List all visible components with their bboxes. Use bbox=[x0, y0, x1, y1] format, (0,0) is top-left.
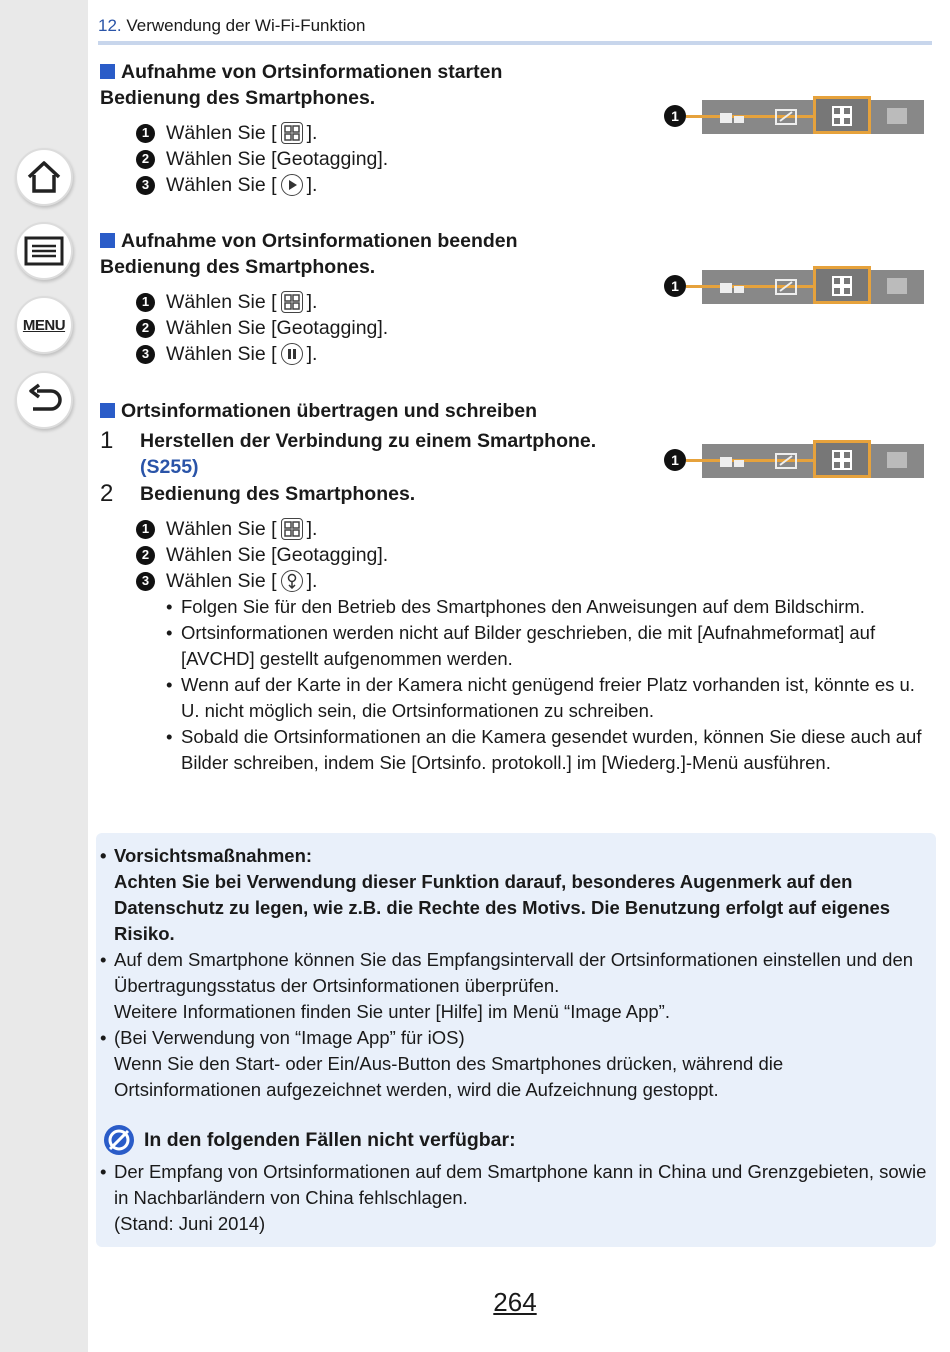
not-available-text bbox=[100, 1159, 930, 1237]
step-number: 3 bbox=[136, 345, 155, 364]
step-number: 3 bbox=[136, 176, 155, 195]
step-text: Wählen Sie [Geotagging]. bbox=[166, 148, 389, 170]
square-bullet-icon bbox=[100, 233, 115, 248]
step-number: 2 bbox=[136, 150, 155, 169]
step-item bbox=[136, 289, 388, 315]
step-text: ]. bbox=[306, 518, 318, 540]
list-item: • Wenn auf der Karte in der Kamera nicht genügend freier Platz vorhanden ist, könnte es u. U. nicht möglich sein, die Ortsinformationen zu schreiben. bbox=[166, 672, 930, 724]
numbered-step bbox=[100, 428, 596, 480]
section-heading: Aufnahme von Ortsinformationen beenden bbox=[121, 230, 518, 252]
home-button[interactable] bbox=[15, 148, 73, 206]
step-text: ]. bbox=[306, 570, 318, 592]
step-text: ]. bbox=[306, 174, 318, 196]
chapter-number: 12. bbox=[98, 16, 122, 35]
step-text: Wählen Sie [ bbox=[166, 174, 277, 196]
step-text: Wählen Sie [ bbox=[166, 570, 277, 592]
section-transfer-steps bbox=[136, 516, 388, 594]
notice-text bbox=[100, 843, 930, 1103]
geotag-tab-selected bbox=[813, 440, 871, 478]
section-subheading: Bedienung des Smartphones. bbox=[100, 87, 376, 109]
list-item: • Ortsinformationen werden nicht auf Bilder geschrieben, die mit [Aufnahmeformat] auf [AVCHD] gestellt aufgenommen werden. bbox=[166, 620, 930, 672]
header-divider bbox=[98, 41, 932, 45]
step-text: ]. bbox=[306, 291, 318, 313]
camera-tab-icon bbox=[718, 107, 748, 127]
not-available-title: In den folgenden Fällen nicht verfügbar: bbox=[144, 1128, 516, 1151]
geotag-icon bbox=[832, 450, 852, 470]
chapter-title: Verwendung der Wi-Fi-Funktion bbox=[126, 16, 366, 35]
pause-icon bbox=[281, 343, 303, 365]
square-bullet-icon bbox=[100, 403, 115, 418]
step-text: ]. bbox=[306, 122, 318, 144]
app-tab-illustration bbox=[662, 98, 932, 138]
app-tab-illustration bbox=[662, 442, 932, 482]
list-item-continuation: Weitere Informationen finden Sie unter [Hilfe] im Menü “Image App”. bbox=[114, 1001, 670, 1022]
back-button[interactable] bbox=[15, 371, 73, 429]
list-item: • (Bei Verwendung von “Image App” für iOS) bbox=[100, 1025, 930, 1051]
edit-tab-icon bbox=[774, 277, 800, 297]
step-text: ]. bbox=[306, 343, 318, 365]
section-subheading: Bedienung des Smartphones. bbox=[100, 256, 376, 278]
contents-button[interactable] bbox=[15, 222, 73, 280]
list-icon bbox=[24, 236, 64, 266]
transfer-icon bbox=[281, 570, 303, 592]
step-item bbox=[136, 341, 388, 367]
status-date: (Stand: Juni 2014) bbox=[114, 1213, 266, 1234]
step-index: 1 bbox=[100, 427, 114, 454]
list-item: • Folgen Sie für den Betrieb des Smartphones den Anweisungen auf dem Bildschirm. bbox=[166, 594, 930, 620]
list-item: • Auf dem Smartphone können Sie das Empfangsintervall der Ortsinformationen einstellen und den Übertragungsstatus der Ortsinformationen überprüfen. bbox=[100, 947, 930, 999]
app-tab-illustration bbox=[662, 268, 932, 308]
callout-marker: 1 bbox=[664, 105, 686, 127]
section-stop-steps bbox=[136, 289, 388, 367]
caution-heading: • Vorsichtsmaßnahmen: bbox=[100, 843, 930, 869]
camera-tab-icon bbox=[718, 277, 748, 297]
chapter-header bbox=[98, 16, 365, 36]
camera-tab-icon bbox=[718, 451, 748, 471]
not-available-heading bbox=[102, 1123, 516, 1157]
step-text: Wählen Sie [Geotagging]. bbox=[166, 317, 389, 339]
section-heading: Aufnahme von Ortsinformationen starten bbox=[121, 61, 503, 83]
geotag-icon bbox=[832, 106, 852, 126]
page-reference-link[interactable]: (S255) bbox=[140, 456, 199, 478]
step-number: 2 bbox=[136, 546, 155, 565]
geotag-icon bbox=[832, 276, 852, 296]
step-item bbox=[136, 172, 388, 198]
notes-list bbox=[166, 594, 930, 776]
square-bullet-icon bbox=[100, 64, 115, 79]
step-item bbox=[136, 120, 388, 146]
step-item bbox=[136, 568, 388, 594]
section-heading: Ortsinformationen übertragen und schreiben bbox=[121, 400, 538, 422]
list-item-continuation: Wenn Sie den Start- oder Ein/Aus-Button des Smartphones drücken, während die Ortsinformationen aufgezeichnet werden, wird die Aufzeichnung gestoppt. bbox=[114, 1053, 784, 1100]
notice-box bbox=[96, 833, 936, 1247]
callout-marker: 1 bbox=[664, 449, 686, 471]
geotag-icon bbox=[281, 291, 303, 313]
step-text: Wählen Sie [ bbox=[166, 291, 277, 313]
step-text: Bedienung des Smartphones. bbox=[140, 483, 416, 505]
page-number bbox=[0, 1287, 950, 1318]
extra-tab bbox=[887, 108, 907, 124]
step-text: Wählen Sie [ bbox=[166, 343, 277, 365]
step-item bbox=[136, 542, 388, 568]
geotag-icon bbox=[281, 518, 303, 540]
step-item bbox=[136, 146, 388, 172]
extra-tab bbox=[887, 452, 907, 468]
menu-label: MENU bbox=[22, 316, 66, 334]
section-start-steps bbox=[136, 120, 388, 198]
list-item: • Sobald die Ortsinformationen an die Kamera gesendet wurden, können Sie diese auch auf Bilder schreiben, indem Sie [Ortsinfo. protokoll.] im [Wiederg.]-Menü ausführen. bbox=[166, 724, 930, 776]
step-text: Wählen Sie [ bbox=[166, 518, 277, 540]
step-text: Herstellen der Verbindung zu einem Smartphone. bbox=[140, 430, 597, 452]
geotag-icon bbox=[281, 122, 303, 144]
section-transfer-title bbox=[100, 398, 537, 424]
geotag-tab-selected bbox=[813, 96, 871, 134]
page-number-text: 264 bbox=[493, 1287, 537, 1317]
step-number: 3 bbox=[136, 572, 155, 591]
play-icon bbox=[281, 174, 303, 196]
step-index: 2 bbox=[100, 480, 114, 507]
not-available-icon bbox=[102, 1123, 136, 1157]
home-icon bbox=[25, 159, 63, 195]
step-text: Wählen Sie [ bbox=[166, 122, 277, 144]
step-item bbox=[136, 315, 388, 341]
step-number: 1 bbox=[136, 520, 155, 539]
caution-body: Achten Sie bei Verwendung dieser Funktion darauf, besonderes Augenmerk auf den Datenschutz zu legen, wie z.B. die Rechte des Motivs. Die Benutzung erfolgt auf eigenes Risiko. bbox=[114, 871, 891, 944]
edit-tab-icon bbox=[774, 451, 800, 471]
numbered-step bbox=[100, 481, 415, 507]
back-arrow-icon bbox=[25, 383, 63, 417]
section-stop-title bbox=[100, 228, 518, 280]
callout-marker: 1 bbox=[664, 275, 686, 297]
list-item: • Der Empfang von Ortsinformationen auf dem Smartphone kann in China und Grenzgebieten, sowie in Nachbarländern von China fehlschlagen. bbox=[100, 1159, 930, 1211]
edit-tab-icon bbox=[774, 107, 800, 127]
step-text: Wählen Sie [Geotagging]. bbox=[166, 544, 389, 566]
geotag-tab-selected bbox=[813, 266, 871, 304]
step-number: 1 bbox=[136, 124, 155, 143]
step-item bbox=[136, 516, 388, 542]
side-navigation bbox=[0, 0, 88, 1352]
step-number: 1 bbox=[136, 293, 155, 312]
section-start-title bbox=[100, 59, 502, 111]
step-number: 2 bbox=[136, 319, 155, 338]
extra-tab bbox=[887, 278, 907, 294]
menu-button[interactable] bbox=[15, 296, 73, 354]
